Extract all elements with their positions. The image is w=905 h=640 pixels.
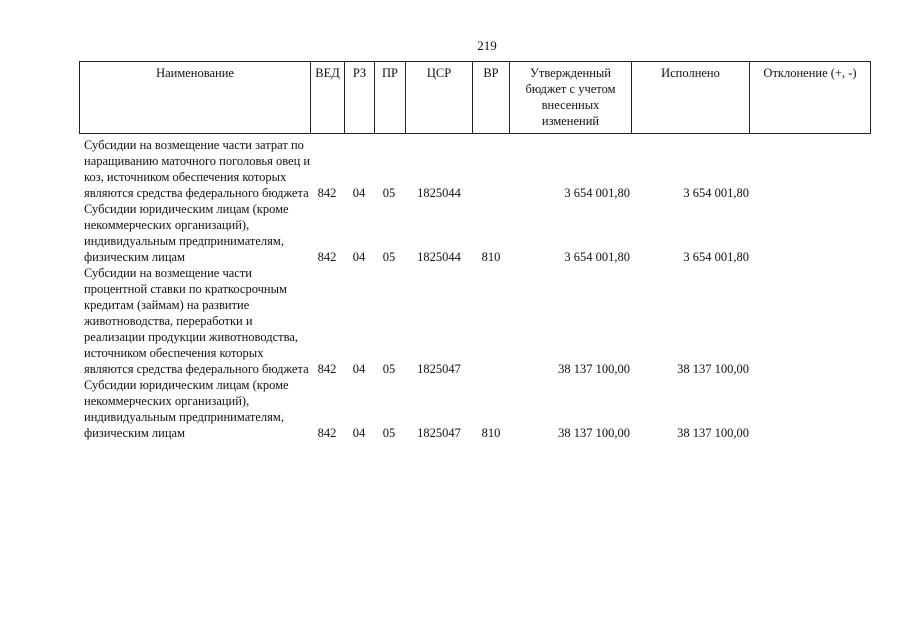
- row-executed: 38 137 100,00: [677, 362, 749, 376]
- row-executed: 38 137 100,00: [677, 426, 749, 440]
- row-rz: 04: [352, 250, 366, 264]
- row-rz: 04: [352, 426, 366, 440]
- row-rz: 04: [352, 362, 366, 376]
- header-ved: ВЕД: [311, 62, 345, 134]
- table-header: [79, 61, 871, 134]
- table-row: [79, 377, 870, 441]
- header-pr: ПР: [375, 62, 406, 134]
- row-rz: 04: [352, 186, 366, 200]
- row-ved: 842: [317, 426, 337, 440]
- row-pr: 05: [382, 186, 396, 200]
- row-csr: 1825044: [417, 186, 461, 200]
- row-vr: 810: [481, 426, 501, 440]
- row-approved: 3 654 001,80: [564, 250, 630, 264]
- table-row: [79, 201, 870, 265]
- row-executed: 3 654 001,80: [683, 250, 749, 264]
- row-pr: 05: [382, 362, 396, 376]
- row-name: Субсидии юридическим лицам (кроме некоммерческих организаций), индивидуальным предпринимателям, физическим лицам: [84, 378, 289, 440]
- row-vr: 810: [481, 250, 501, 264]
- header-csr: ЦСР: [406, 62, 473, 134]
- header-executed: Исполнено: [632, 62, 750, 134]
- row-approved: 38 137 100,00: [558, 426, 630, 440]
- row-pr: 05: [382, 250, 396, 264]
- header-rz: РЗ: [345, 62, 375, 134]
- row-ved: 842: [317, 362, 337, 376]
- table-row: [79, 265, 870, 377]
- row-approved: 3 654 001,80: [564, 186, 630, 200]
- header-name: Наименование: [80, 62, 311, 134]
- row-name: Субсидии на возмещение части процентной ставки по краткосрочным кредитам (займам) на развитие животноводства, переработки и реализации продукции животноводства, источником обеспечения которых являются средства федерального бюджета: [84, 266, 309, 376]
- table-row: [79, 137, 870, 201]
- row-approved: 38 137 100,00: [558, 362, 630, 376]
- row-ved: 842: [317, 250, 337, 264]
- row-name: Субсидии юридическим лицам (кроме некоммерческих организаций), индивидуальным предпринимателям, физическим лицам: [84, 202, 289, 264]
- page-number: 219: [477, 38, 497, 53]
- row-executed: 3 654 001,80: [683, 186, 749, 200]
- row-csr: 1825047: [417, 362, 461, 376]
- row-csr: 1825044: [417, 250, 461, 264]
- row-pr: 05: [382, 426, 396, 440]
- row-ved: 842: [317, 186, 337, 200]
- header-deviation: Отклонение (+, -): [750, 62, 871, 134]
- header-approved: Утвержденный бюджет с учетом внесенных изменений: [510, 62, 632, 134]
- row-csr: 1825047: [417, 426, 461, 440]
- row-name: Субсидии на возмещение части затрат по наращиванию маточного поголовья овец и коз, источником обеспечения которых являются средства федерального бюджета: [84, 138, 311, 200]
- header-vr: ВР: [473, 62, 510, 134]
- table-body: [79, 137, 870, 441]
